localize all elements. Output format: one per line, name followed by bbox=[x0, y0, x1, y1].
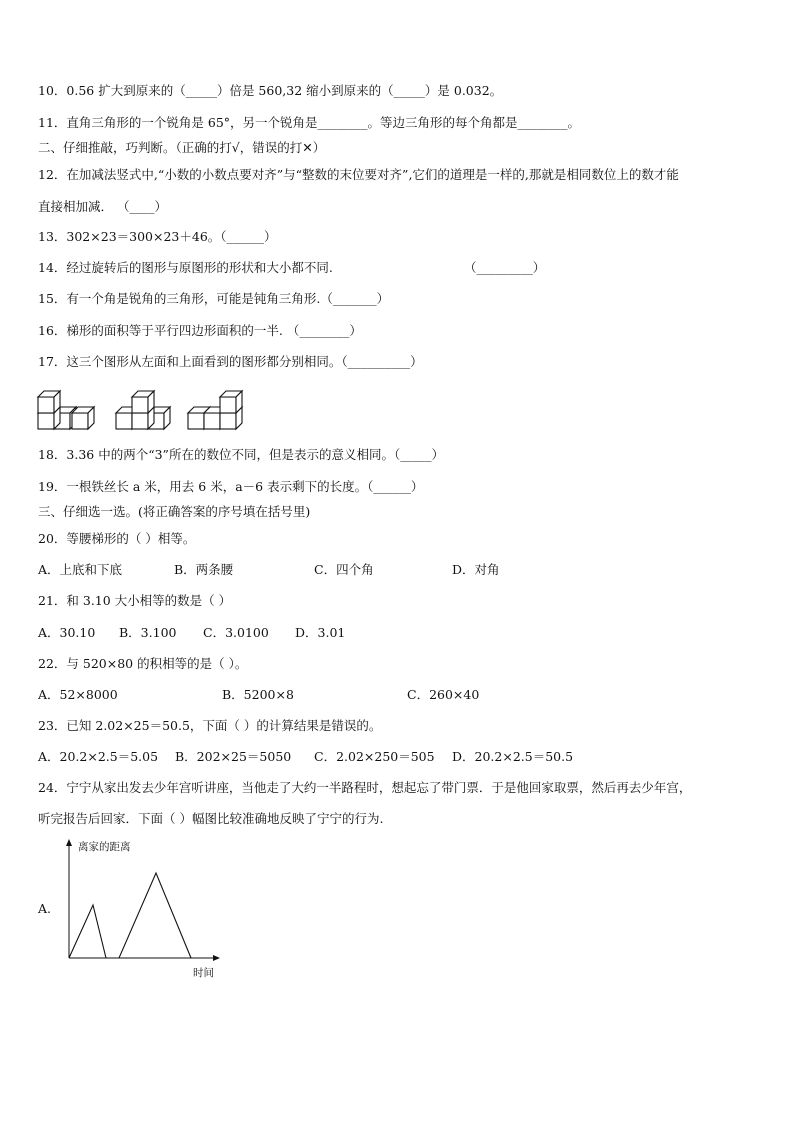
x-axis-arrow bbox=[213, 955, 220, 961]
question-14-text: 14．经过旋转后的图形与原图形的形状和大小都不同. bbox=[38, 260, 333, 275]
option-label: C．3.0100 bbox=[203, 625, 269, 640]
question-17-text: 17．这三个图形从左面和上面看到的图形都分别相同。（__________） bbox=[38, 354, 423, 369]
question-22-option-a[interactable] bbox=[38, 686, 118, 704]
question-24-continued bbox=[38, 810, 383, 828]
question-21-option-d[interactable] bbox=[295, 624, 345, 642]
question-19-text: 19．一根铁丝长 a 米，用去 6 米，a－6 表示剩下的长度。（______） bbox=[38, 479, 424, 494]
question-20-option-c[interactable] bbox=[314, 561, 374, 579]
section-3-heading bbox=[38, 503, 310, 521]
question-18 bbox=[38, 446, 444, 464]
question-21 bbox=[38, 592, 231, 610]
cube-figures bbox=[36, 383, 256, 433]
y-axis-arrow bbox=[66, 839, 72, 846]
question-14-answer-paren[interactable] bbox=[464, 259, 545, 277]
question-13-text: 13．302×23＝300×23＋46。（______） bbox=[38, 229, 277, 244]
question-17 bbox=[38, 353, 423, 371]
question-23-option-c[interactable] bbox=[314, 748, 435, 766]
question-10-text: 10．0.56 扩大到原来的（_____）倍是 560,32 缩小到原来的（_____）是 0.032。 bbox=[38, 83, 503, 98]
question-21-text: 21．和 3.10 大小相等的数是（ ） bbox=[38, 593, 232, 608]
section-2-text: 二、仔细推敲，巧判断。（正确的打√，错误的打✕） bbox=[38, 140, 326, 155]
section-3-text: 三、仔细选一选。(将正确答案的序号填在括号里) bbox=[38, 504, 311, 519]
question-24-line2: 听完报告后回家．下面（ ）幅图比较准确地反映了宁宁的行为. bbox=[38, 811, 384, 826]
option-label: A．上底和下底 bbox=[38, 562, 123, 577]
question-14-paren[interactable]: （_________） bbox=[464, 260, 546, 275]
question-24 bbox=[38, 779, 691, 797]
question-22-text: 22．与 520×80 的积相等的是（ ）。 bbox=[38, 656, 248, 671]
question-12-line1: 12．在加减法竖式中,“小数的小数点要对齐”与“整数的末位要对齐”,它们的道理是一样的,那就是相同数位上的数才能 bbox=[38, 167, 679, 182]
question-23-option-d[interactable] bbox=[452, 748, 573, 766]
question-20-option-d[interactable] bbox=[452, 561, 500, 579]
question-16 bbox=[38, 322, 362, 340]
section-2-heading bbox=[38, 139, 325, 157]
question-16-text: 16．梯形的面积等于平行四边形面积的一半. （________） bbox=[38, 323, 362, 338]
distance-line bbox=[69, 873, 191, 958]
option-label: C．2.02×250＝505 bbox=[314, 749, 435, 764]
question-15 bbox=[38, 290, 389, 308]
question-19 bbox=[38, 478, 423, 496]
question-21-option-b[interactable] bbox=[119, 624, 176, 642]
option-label: A．52×8000 bbox=[38, 687, 118, 702]
option-label: B．3.100 bbox=[119, 625, 177, 640]
question-23 bbox=[38, 717, 381, 735]
cube-figure-1 bbox=[38, 391, 94, 429]
question-10 bbox=[38, 82, 502, 100]
option-label: A. bbox=[38, 901, 52, 916]
option-label: D．3.01 bbox=[295, 625, 346, 640]
question-22 bbox=[38, 655, 247, 673]
question-20 bbox=[38, 530, 195, 548]
question-24-line1: 24．宁宁从家出发去少年宫听讲座，当他走了大约一半路程时，想起忘了带门票．于是他回家取票，然后再去少年宫， bbox=[38, 780, 692, 795]
option-label: A．20.2×2.5＝5.05 bbox=[38, 749, 159, 764]
question-13 bbox=[38, 228, 277, 246]
question-12-continued bbox=[38, 198, 167, 216]
question-15-text: 15．有一个角是锐角的三角形，可能是钝角三角形.（_______） bbox=[38, 291, 390, 306]
question-12-line2: 直接相加减． （____） bbox=[38, 199, 167, 214]
cube-figure-3 bbox=[188, 391, 242, 429]
question-20-text: 20．等腰梯形的（ ）相等。 bbox=[38, 531, 196, 546]
question-18-text: 18．3.36 中的两个“3”所在的数位不同，但是表示的意义相同。（_____） bbox=[38, 447, 444, 462]
question-11-text: 11．直角三角形的一个锐角是 65°，另一个锐角是________。等边三角形的每个角都是________。 bbox=[38, 115, 581, 130]
question-21-option-c[interactable] bbox=[203, 624, 269, 642]
question-20-option-b[interactable] bbox=[174, 561, 233, 579]
question-23-text: 23．已知 2.02×25＝50.5，下面（ ）的计算结果是错误的。 bbox=[38, 718, 382, 733]
question-12 bbox=[38, 166, 679, 184]
option-label: C．四个角 bbox=[314, 562, 374, 577]
question-21-option-a[interactable] bbox=[38, 624, 95, 642]
y-axis-label: 离家的距离 bbox=[78, 841, 131, 853]
question-14 bbox=[38, 259, 333, 277]
question-11 bbox=[38, 114, 580, 132]
option-label: C．260×40 bbox=[407, 687, 480, 702]
option-label: B．两条腰 bbox=[174, 562, 234, 577]
x-axis-label: 时间 bbox=[193, 967, 214, 979]
question-22-option-c[interactable] bbox=[407, 686, 479, 704]
question-22-option-b[interactable] bbox=[222, 686, 294, 704]
option-label: B．202×25＝5050 bbox=[175, 749, 292, 764]
cube-figure-2 bbox=[116, 391, 170, 429]
option-label: D．对角 bbox=[452, 562, 500, 577]
question-24-option-a-label[interactable] bbox=[38, 900, 51, 918]
distance-time-graph bbox=[60, 838, 230, 983]
question-23-option-a[interactable] bbox=[38, 748, 158, 766]
question-20-option-a[interactable] bbox=[38, 561, 122, 579]
option-label: A．30.10 bbox=[38, 625, 96, 640]
question-23-option-b[interactable] bbox=[175, 748, 291, 766]
option-label: D．20.2×2.5＝50.5 bbox=[452, 749, 574, 764]
option-label: B．5200×8 bbox=[222, 687, 294, 702]
